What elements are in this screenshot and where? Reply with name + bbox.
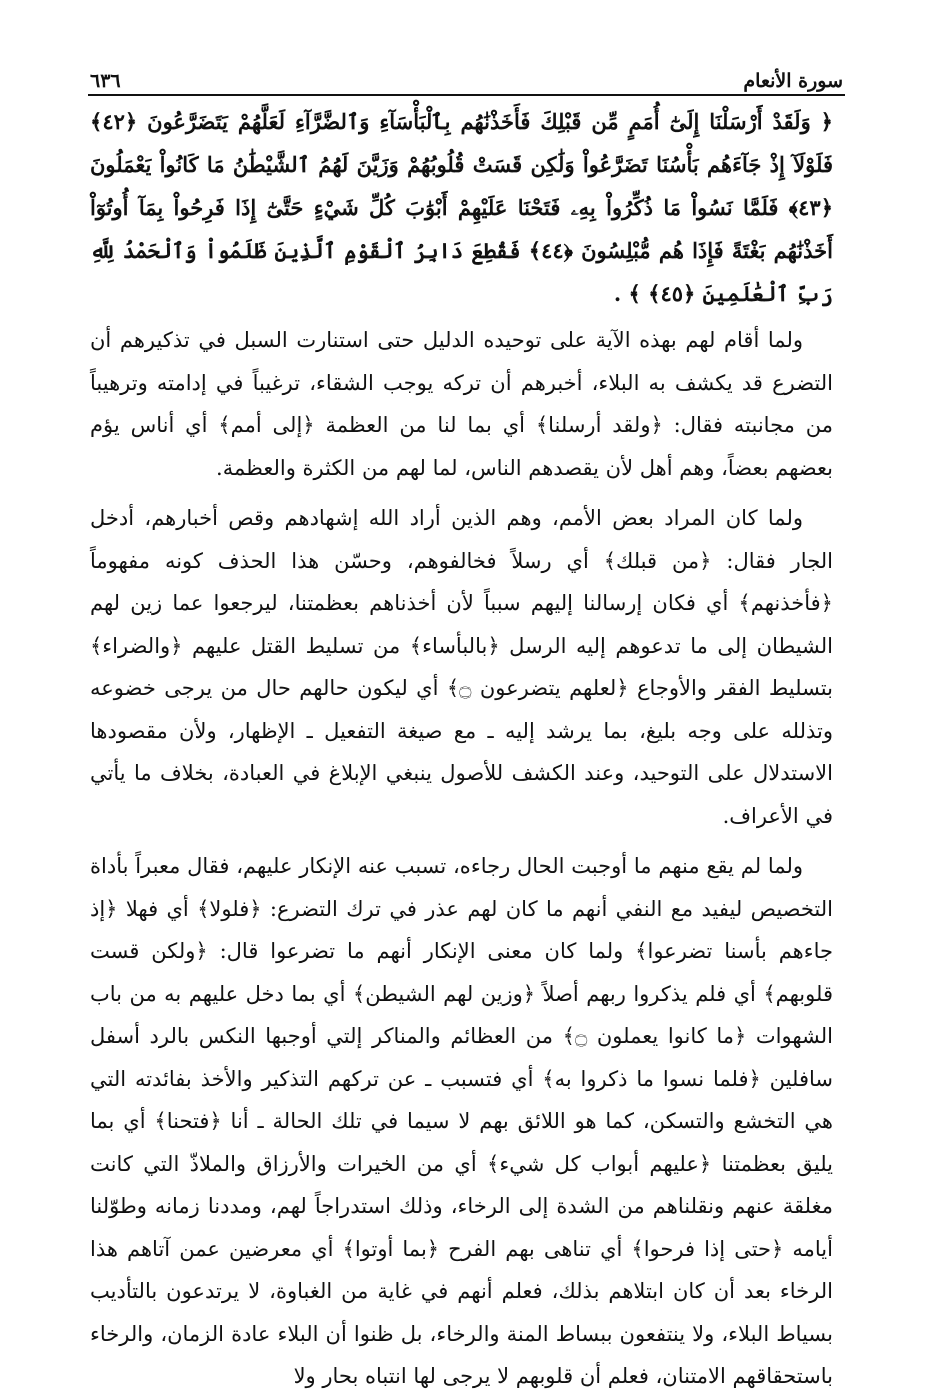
header-rule [88,94,845,96]
page-header [90,58,843,92]
commentary-paragraph-2: ولما كان المراد بعض الأمم، وهم الذين أراد الله إشهادهم وقص أخبارهم، أدخل الجار فقال: ﴿من قبلك﴾ أي رسلاً فخالفوهم، وحسّن هذا الحذف كونه مفهوماً ﴿فأخذنهم﴾ أي فكان إرسالنا إليهم سبباً لأن أخذناهم بعظمتنا، ليرجعوا عما زين لهم الشيطان إلى ما تدعوهم إليه الرسل ﴿بالبأساء﴾ من تسليط القتل عليهم ﴿والضراء﴾ بتسليط الفقر والأوجاع ﴿لعلهم يتضرعون ۝﴾ أي ليكون حالهم حال من يرجى خضوعه وتذلله على وجه بليغ، بما يرشد إليه ـ مع صيغة التفعيل ـ الإظهار، ولأن مقصودها الاستدلال على التوحيد، وعند الكشف للأصول ينبغي الإبلاغ في العبادة، بخلاف ما يأتي في الأعراف. [90,506,833,828]
surah-title: سورة الأنعام [743,70,843,92]
quran-verse-block: ﴿ وَلَقَدْ أَرْسَلْنَا إِلَىٰٓ أُمَمٍ مِّن قَبْلِكَ فَأَخَذْنَٰهُم بِٱلْبَأْسَآءِ وَٱلضَّرَّآءِ لَعَلَّهُمْ يَتَضَرَّعُونَ ﴿٤٢﴾ فَلَوْلَآ إِذْ جَآءَهُم بَأْسُنَا تَضَرَّعُواْ وَلَٰكِن قَسَتْ قُلُوبُهُمْ وَزَيَّنَ لَهُمُ ٱلشَّيْطَٰنُ مَا كَانُواْ يَعْمَلُونَ ﴿٤٣﴾ فَلَمَّا نَسُواْ مَا ذُكِّرُواْ بِهِۦ فَتَحْنَا عَلَيْهِمْ أَبْوَٰبَ كُلِّ شَيْءٍ حَتَّىٰٓ إِذَا فَرِحُواْ بِمَآ أُوتُوٓاْ أَخَذْنَٰهُم بَغْتَةً فَإِذَا هُم مُّبْلِسُونَ ﴿٤٤﴾ فَقُطِعَ دَابِرُ ٱلْقَوْمِ ٱلَّذِينَ ظَلَمُواْ وَٱلْحَمْدُ لِلَّهِ رَبِّ ٱلْعَٰلَمِينَ ﴿٤٥﴾ ﴾ . [90,109,833,306]
commentary-paragraph-3: ولما لم يقع منهم ما أوجبت الحال رجاءه، تسبب عنه الإنكار عليهم، فقال معبراً بأداة التخصيص ليفيد مع النفي أنهم ما كان لهم عذر في ترك التضرع: ﴿فلولا﴾ أي فهلا ﴿إذ جاءهم بأسنا تضرعوا﴾ ولما كان معنى الإنكار أنهم ما تضرعوا قال: ﴿ولكن قست قلوبهم﴾ أي فلم يذكروا ربهم أصلاً ﴿وزين لهم الشيطن﴾ أي بما دخل عليهم به من باب الشهوات ﴿ما كانوا يعملون ۝﴾ من العظائم والمناكر إلتي أوجبها النكس بالرد أسفل سافلين ﴿فلما نسوا ما ذكروا به﴾ أي فتسبب ـ عن تركهم التذكير والأخذ بفائدته التي هي التخشع والتسكن، كما هو اللائق بهم لا سيما في تلك الحالة ـ أنا ﴿فتحنا﴾ أي بما يليق بعظمتنا ﴿عليهم أبواب كل شيء﴾ أي من الخيرات والأرزاق والملاذّ التي كانت مغلقة عنهم ونقلناهم من الشدة إلى الرخاء، وذلك استدراجاً لهم، ومددنا زمانه وطوّلنا أيامه ﴿حتى إذا فرحوا﴾ أي تناهى بهم الفرح ﴿بما أوتوا﴾ أي معرضين عمن آتاهم هذا الرخاء بعد أن كان ابتلاهم بذلك، فعلم أنهم في غاية من الغباوة، لا يرتدعون بالتأديب بسياط البلاء، ولا ينتفعون ببساط المنة والرخاء، بل ظنوا أن البلاء عادة الزمان، والرخاء باستحقاقهم الامتنان، فعلم أن قلوبهم لا يرجى لها انتباه بحار ولا [90,854,833,1388]
page-number: ٦٣٦ [90,70,121,92]
page-body [90,100,833,1388]
commentary-paragraph-1: ولما أقام لهم بهذه الآية على توحيده الدليل حتى استنارت السبل في تذكيرهم أن التضرع قد يكشف به البلاء، أخبرهم أن تركه يوجب الشقاء، ترغيباً في إدامته وترهيباً من مجانبته فقال: ﴿ولقد أرسلنا﴾ أي بما لنا من العظمة ﴿إلى أمم﴾ أي أناس يؤم بعضهم بعضاً، وهم أهل لأن يقصدهم الناس، لما لهم من الكثرة والعظمة. [90,328,833,480]
